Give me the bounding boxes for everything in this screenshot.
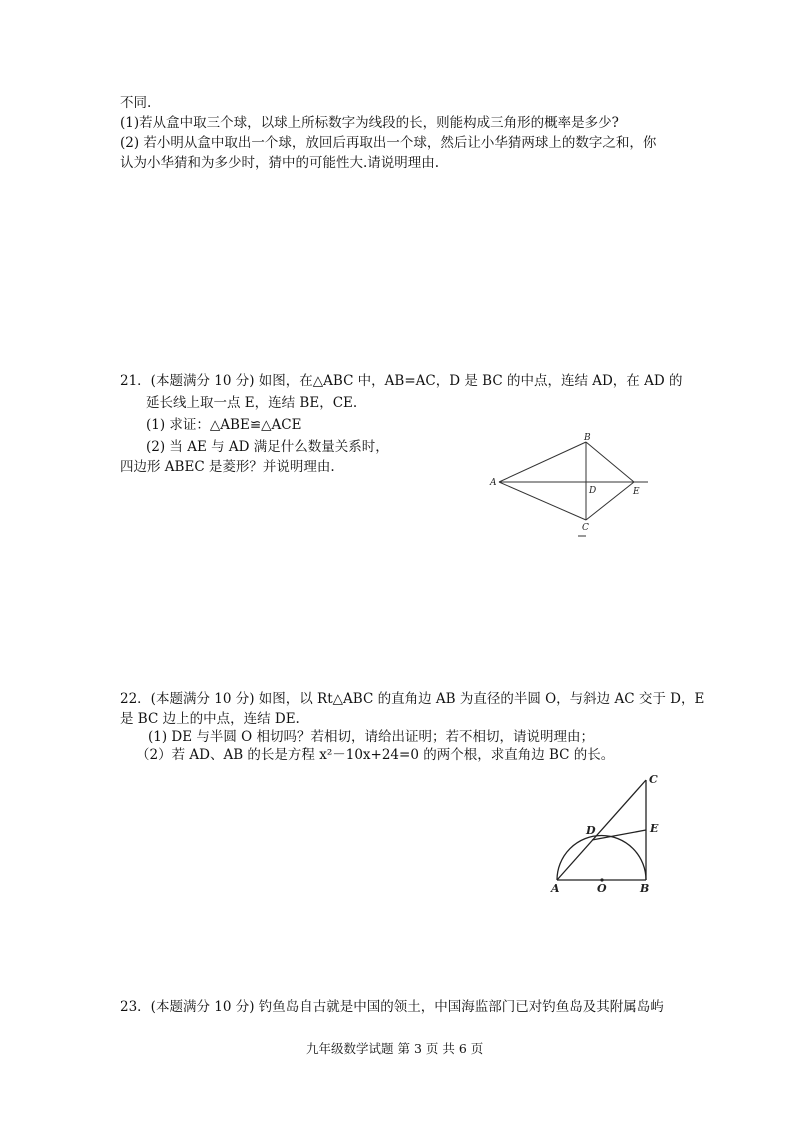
label-a: A: [490, 478, 497, 488]
segment-ab: [499, 442, 586, 482]
label-d: D: [589, 486, 597, 496]
label-b: B: [584, 433, 591, 443]
q21-stem-line2: 延长线上取一点 E，连结 BE，CE.: [146, 395, 358, 411]
label-e: E: [650, 822, 659, 835]
q22-part1: (1) DE 与半圆 O 相切吗？若相切，请给出证明；若不相切，请说明理由；: [148, 729, 595, 745]
semicircle-o: [557, 836, 646, 881]
q23-stem-line1: 23．(本题满分 10 分) 钓鱼岛自古就是中国的领土，中国海监部门已对钓鱼岛及其附属岛屿: [120, 999, 664, 1015]
label-o: O: [597, 882, 607, 895]
q20-part1: (1)若从盒中取三个球，以球上所标数字为线段的长，则能构成三角形的概率是多少?: [120, 115, 619, 131]
q20-part2-line1: (2) 若小明从盒中取出一个球，放回后再取出一个球，然后让小华猜两球上的数字之和，你: [120, 135, 657, 151]
page-footer: 九年级数学试题 第 3 页 共 6 页: [306, 1041, 484, 1056]
rhombus-figure: [486, 432, 656, 540]
q20-continuation: 不同.: [120, 95, 152, 111]
segment-ac: [499, 482, 586, 520]
q21-part2-line2: 四边形 ABEC 是菱形？并说明理由.: [120, 459, 335, 475]
label-c: C: [649, 773, 658, 786]
q22-stem-line2: 是 BC 边上的中点，连结 DE.: [120, 711, 300, 727]
q21-part2-line1: (2) 当 AE 与 AD 满足什么数量关系时，: [146, 439, 389, 455]
segment-be: [586, 442, 634, 482]
q21-stem-line1: 21．(本题满分 10 分) 如图，在△ABC 中，AB=AC，D 是 BC 的中点，连结 AD，在 AD 的: [120, 373, 683, 389]
q22-stem-line1: 22．(本题满分 10 分) 如图，以 Rt△ABC 的直角边 AB 为直径的半圆 O，与斜边 AC 交于 D，E: [120, 691, 705, 707]
label-e: E: [633, 487, 640, 497]
segment-ac: [557, 780, 646, 880]
q20-part2-line2: 认为小华猜和为多少时，猜中的可能性大.请说明理由.: [120, 155, 440, 171]
q22-part2: （2）若 AD、AB 的长是方程 x²－10x+24=0 的两个根，求直角边 BC 的长。: [136, 747, 615, 763]
label-b: B: [640, 882, 650, 895]
label-d: D: [586, 824, 596, 837]
label-a: A: [551, 882, 560, 895]
label-c: C: [582, 523, 589, 533]
q21-part1: (1) 求证：△ABE≌△ACE: [146, 417, 302, 433]
semicircle-figure: [548, 770, 668, 896]
